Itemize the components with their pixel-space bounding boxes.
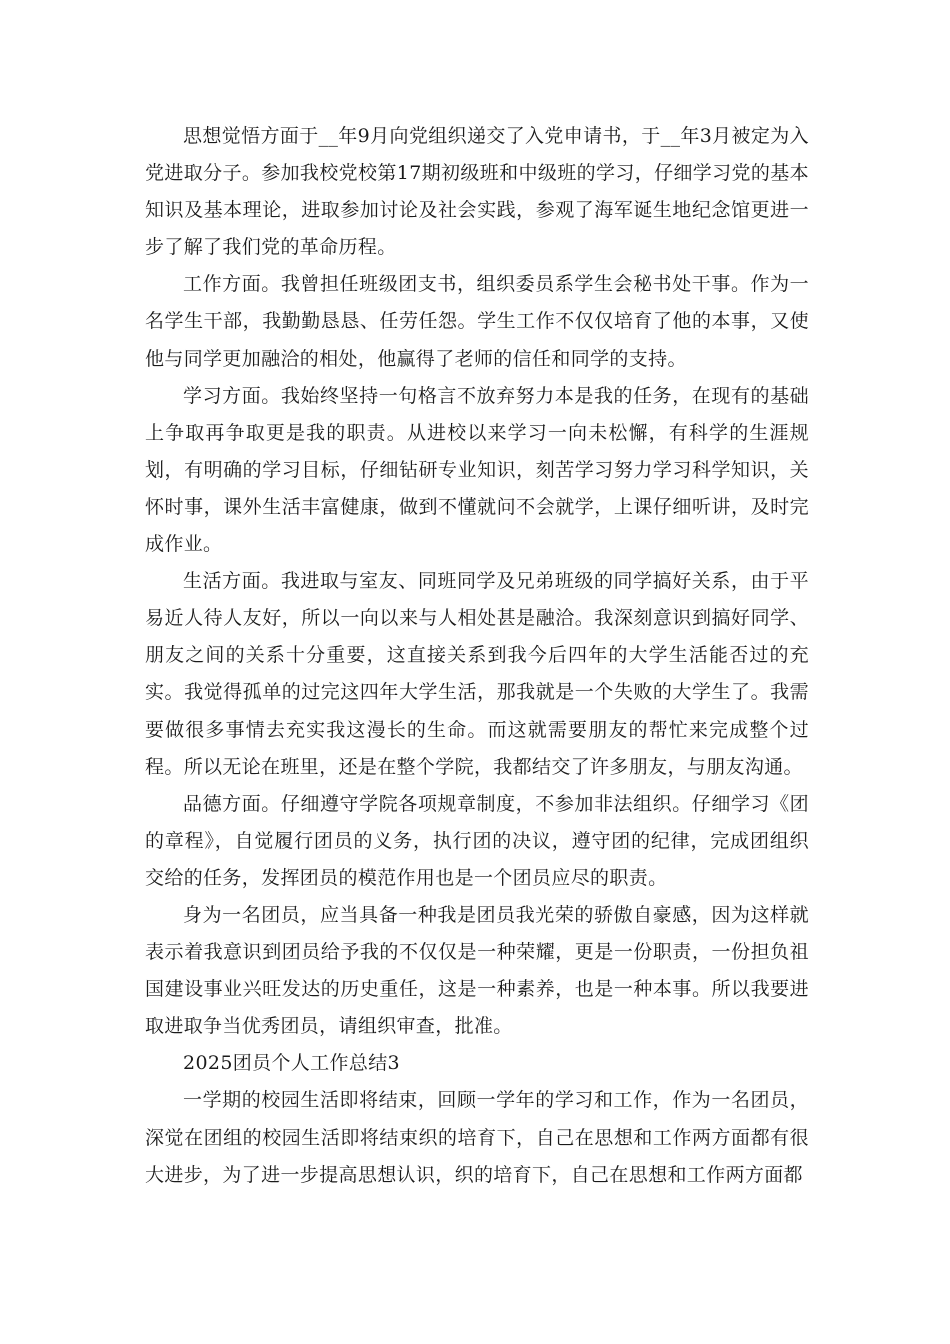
paragraph-semester-review: 一学期的校园生活即将结束，回顾一学年的学习和工作，作为一名团员，深觉在团组的校园生活即将结束织的培育下，自己在思想和工作两方面都有很大进步，为了进一步提高思想认识，织的培育下，自己在思想和工作两方面都 [145,1089,809,1186]
paragraph-morality: 品德方面。仔细遵守学院各项规章制度，不参加非法组织。仔细学习《团的章程》，自觉履行团员的义务，执行团的决议，遵守团的纪律，完成团组织交给的任务，发挥团员的模范作用也是一个团员应尽的职责。 [145,792,809,889]
section-title: 2025团员个人工作总结3 [183,1052,400,1075]
paragraph-member-duty: 身为一名团员，应当具备一种我是团员我光荣的骄傲自豪感，因为这样就表示着我意识到团员给予我的不仅仅是一种荣耀，更是一份职责，一份担负祖国建设事业兴旺发达的历史重任，这是一种素养，也是一种本事。所以我要进取进取争当优秀团员，请组织审查，批准。 [145,903,809,1038]
paragraph-work: 工作方面。我曾担任班级团支书，组织委员系学生会秘书处干事。作为一名学生干部，我勤勤恳恳、任劳任怨。学生工作不仅仅培育了他的本事，又使他与同学更加融洽的相处，他赢得了老师的信任和同学的支持。 [145,273,809,370]
paragraph-life: 生活方面。我进取与室友、同班同学及兄弟班级的同学搞好关系，由于平易近人待人友好，所以一向以来与人相处甚是融洽。我深刻意识到搞好同学、朋友之间的关系十分重要，这直接关系到我今后四年的大学生活能否过的充实。我觉得孤单的过完这四年大学生活，那我就是一个失败的大学生了。我需要做很多事情去充实我这漫长的生命。而这就需要朋友的帮忙来完成整个过程。所以无论在班里，还是在整个学院，我都结交了许多朋友，与朋友沟通。 [145,570,809,778]
paragraph-study: 学习方面。我始终坚持一句格言不放弃努力本是我的任务，在现有的基础上争取再争取更是我的职责。从进校以来学习一向未松懈，有科学的生涯规划，有明确的学习目标，仔细钻研专业知识，刻苦学习努力学习科学知识，关怀时事，课外生活丰富健康，做到不懂就问不会就学，上课仔细听讲，及时完成作业。 [145,384,809,556]
document-body [145,118,809,1194]
paragraph-ideology: 思想觉悟方面于__年9月向党组织递交了入党申请书，于__年3月被定为入党进取分子。参加我校党校第17期初级班和中级班的学习，仔细学习党的基本知识及基本理论，进取参加讨论及社会实践，参观了海军诞生地纪念馆更进一步了解了我们党的革命历程。 [145,125,809,259]
